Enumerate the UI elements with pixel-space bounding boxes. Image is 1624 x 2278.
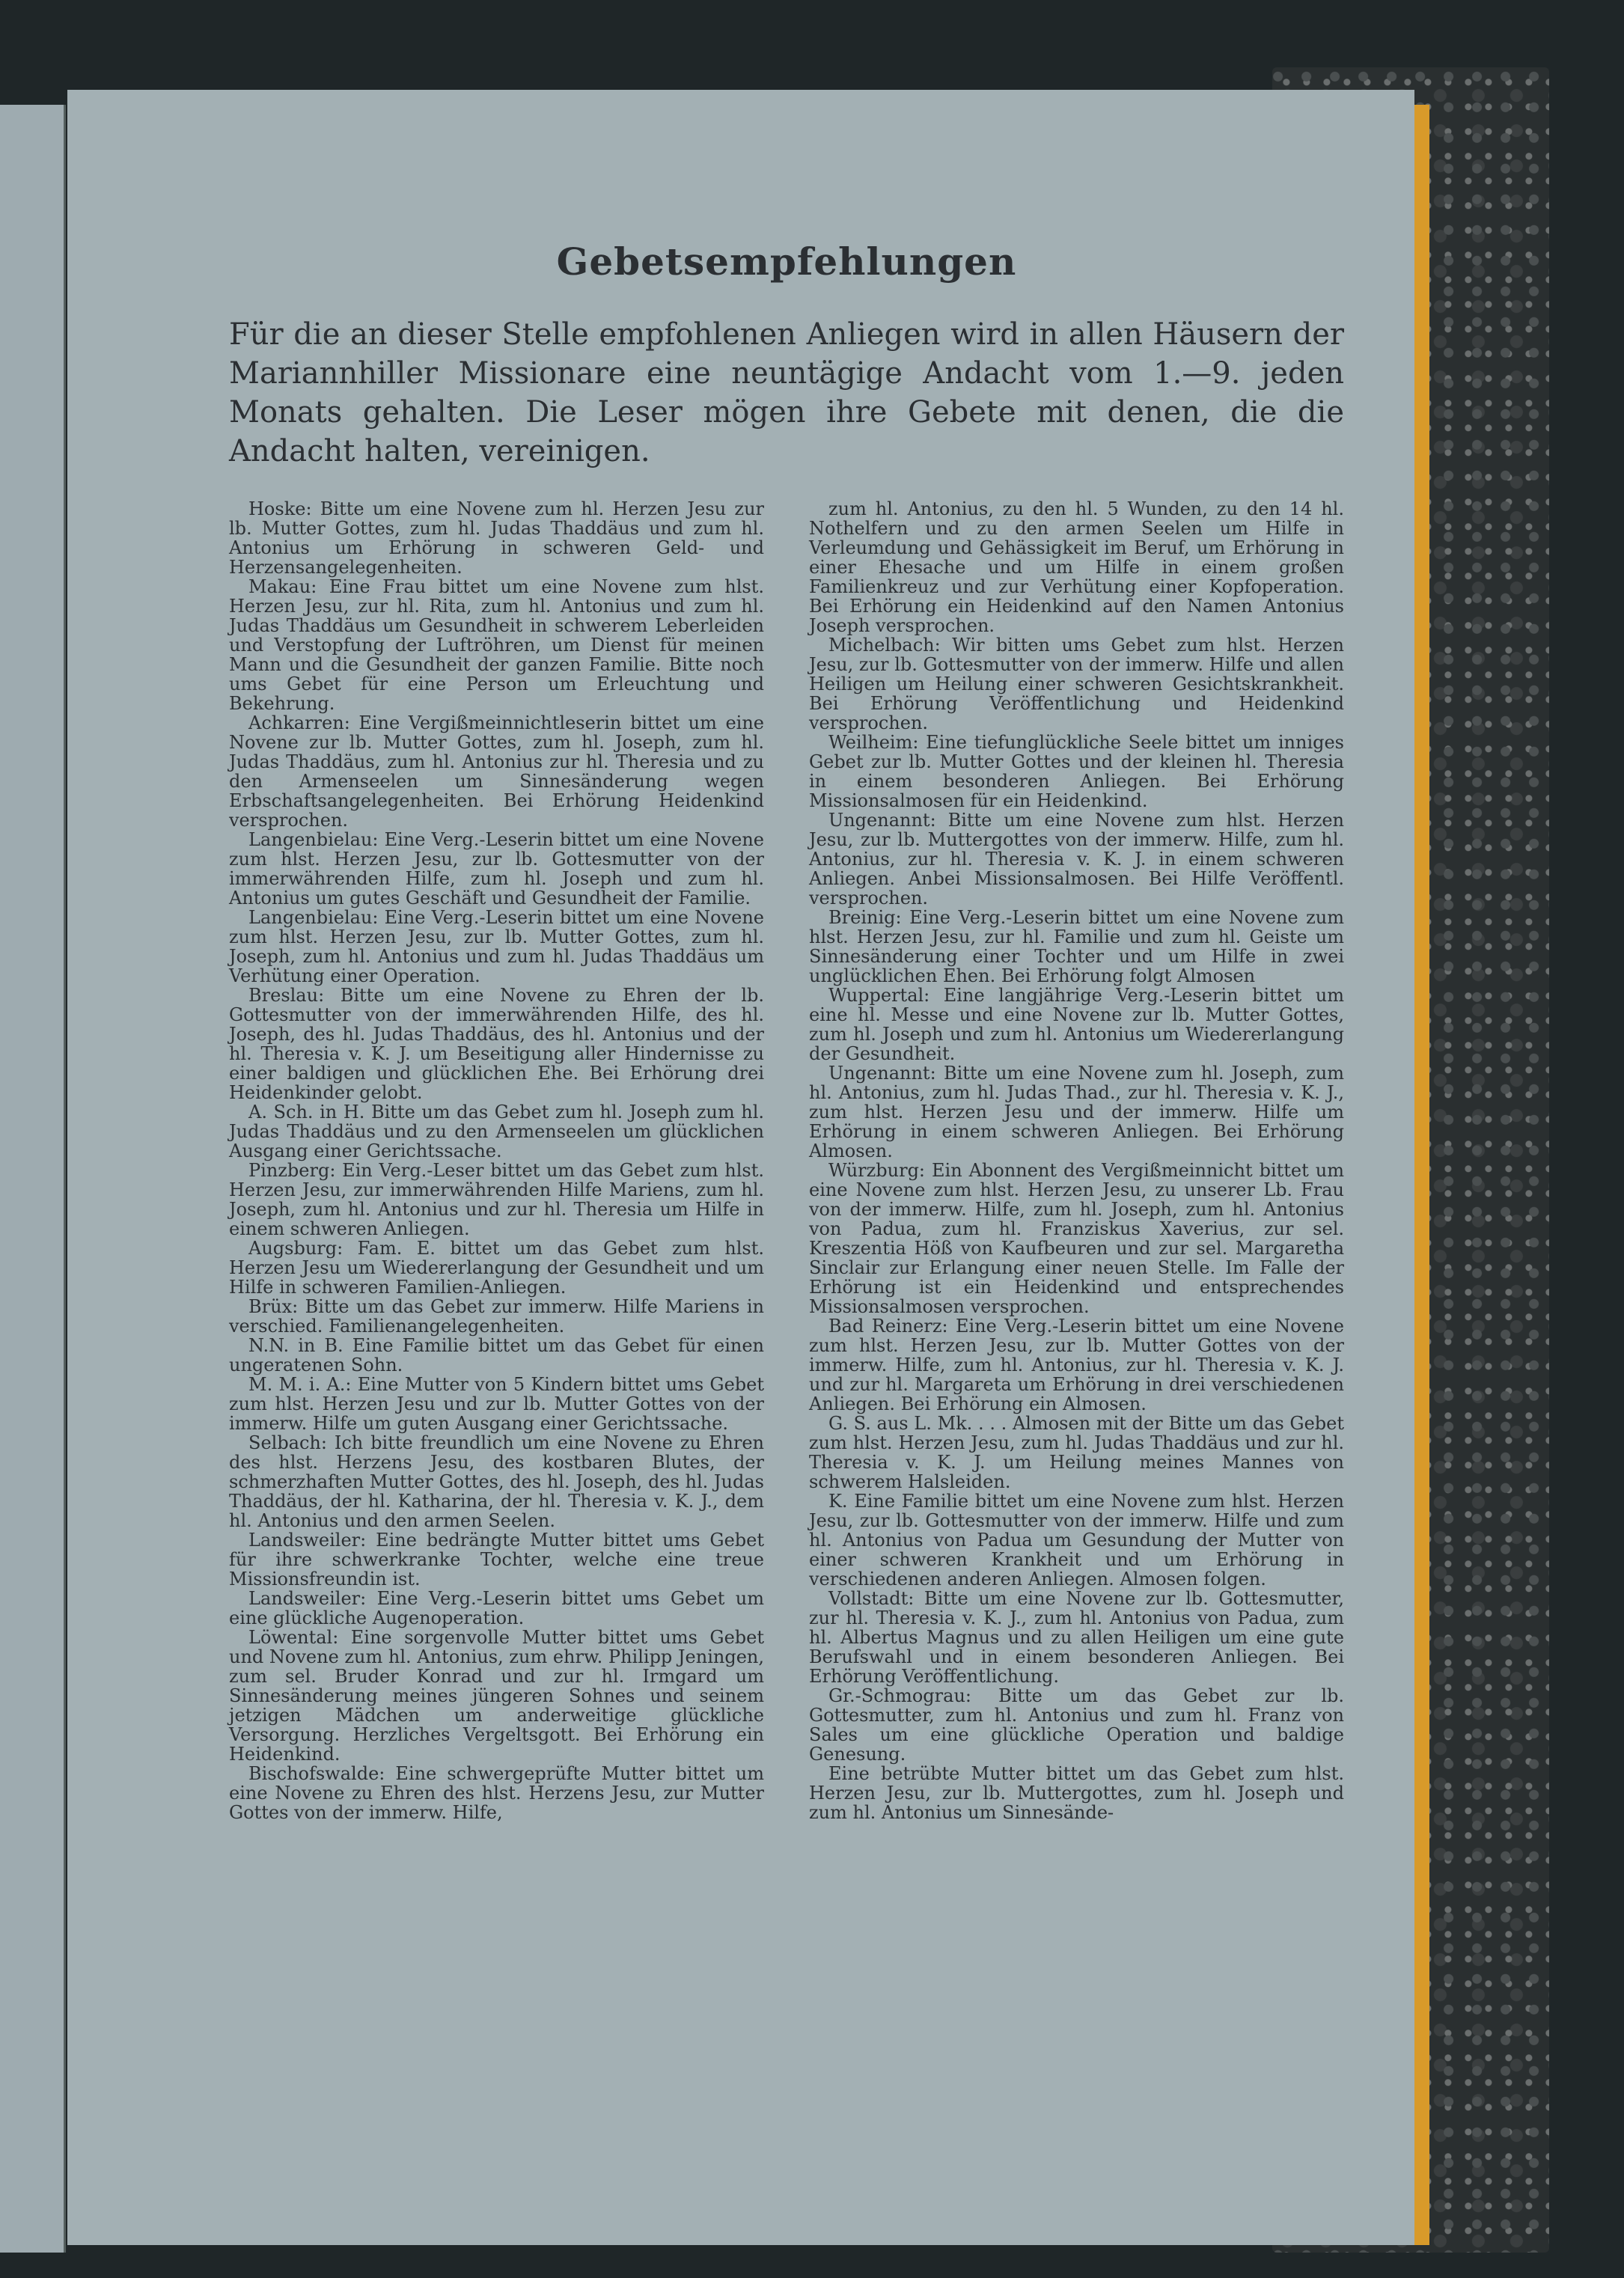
- prayer-request: Landsweiler: Eine Verg.-Leserin bittet ums Gebet um eine glückliche Augenoperation.: [229, 1588, 764, 1628]
- prayer-request: Ungenannt: Bitte um eine Novene zum hl. Joseph, zum hl. Antonius, zum hl. Judas Thad., zur hl. Theresia v. K. J., zum hlst. Herzen Jesu und der immerw. Hilfe um Erhörung in einem schweren Anliegen. Bei Erhörung Almosen.: [809, 1063, 1344, 1161]
- prayer-request: Bad Reinerz: Eine Verg.-Leserin bittet um eine Novene zum hlst. Herzen Jesu, zur lb. Mutter Gottes von der immerw. Hilfe, zum hl. Antonius, zur hl. Theresia v. K. J. und zur hl. Margareta um Erhörung in drei verschiedenen Anliegen. Bei Erhörung ein Almosen.: [809, 1316, 1344, 1414]
- columns: [229, 499, 1344, 1822]
- right-column: [809, 499, 1344, 1822]
- prayer-request: Eine betrübte Mutter bittet um das Gebet zum hlst. Herzen Jesu, zur lb. Muttergottes, zum hl. Joseph und zum hl. Antonius um Sinnesände-: [809, 1763, 1344, 1823]
- left-page-edge: [0, 105, 66, 2253]
- document-page: [67, 90, 1414, 2245]
- prayer-request: Langenbielau: Eine Verg.-Leserin bittet um eine Novene zum hlst. Herzen Jesu, zur lb. Mutter Gottes, zum hl. Joseph, zum hl. Antonius und zum hl. Judas Thaddäus um Verhütung einer Operation.: [229, 907, 764, 986]
- prayer-request: M. M. i. A.: Eine Mutter von 5 Kindern bittet ums Gebet zum hlst. Herzen Jesu und zur lb. Mutter Gottes von der immerw. Hilfe um guten Ausgang einer Gerichtssache.: [229, 1374, 764, 1434]
- prayer-request: Gr.-Schmograu: Bitte um das Gebet zur lb. Gottesmutter, zum hl. Antonius und zum hl. Franz von Sales um eine glückliche Operation und baldige Genesung.: [809, 1685, 1344, 1765]
- left-column: [229, 499, 764, 1822]
- prayer-request: Langenbielau: Eine Verg.-Leserin bittet um eine Novene zum hlst. Herzen Jesu, zur lb. Gottesmutter von der immerwährenden Hilfe, zum hl. Joseph und zum hl. Antonius um gutes Geschäft und Gesundheit der Familie.: [229, 829, 764, 909]
- prayer-request: Brüx: Bitte um das Gebet zur immerw. Hilfe Mariens in verschied. Familienangelegenheiten.: [229, 1296, 764, 1337]
- prayer-request: Pinzberg: Ein Verg.-Leser bittet um das Gebet zum hlst. Herzen Jesu, zur immerwährenden Hilfe Mariens, zum hl. Joseph, zum hl. Antonius und zur hl. Theresia um Hilfe in einem schweren Anliegen.: [229, 1160, 764, 1239]
- prayer-request: Würzburg: Ein Abonnent des Vergißmeinnicht bittet um eine Novene zum hlst. Herzen Jesu, zu unserer Lb. Frau von der immerw. Hilfe, zum hl. Joseph, zum hl. Antonius von Padua, zum hl. Franziskus Xaverius, zur sel. Kreszentia Höß von Kaufbeuren und zur sel. Margaretha Sinclair zur Erlangung einer neuen Stelle. Im Falle der Erhörung ist ein Heidenkind und entsprechendes Missionsalmosen versprochen.: [809, 1160, 1344, 1317]
- prayer-request: Breslau: Bitte um eine Novene zu Ehren der lb. Gottesmutter von der immerwährenden Hilfe, des hl. Joseph, des hl. Judas Thaddäus, des hl. Antonius und der hl. Theresia v. K. J. um Beseitigung aller Hindernisse zu einer baldigen und glücklichen Ehe. Bei Erhörung drei Heidenkinder gelobt.: [229, 985, 764, 1103]
- prayer-request: Ungenannt: Bitte um eine Novene zum hlst. Herzen Jesu, zur lb. Muttergottes von der immerw. Hilfe, zum hl. Antonius, zur hl. Theresia v. K. J. in einem schweren Anliegen. Anbei Missionsalmosen. Bei Hilfe Veröffentl. versprochen.: [809, 810, 1344, 909]
- prayer-request: zum hl. Antonius, zu den hl. 5 Wunden, zu den 14 hl. Nothelfern und zu den armen Seelen um Hilfe in Verleumdung und Gehässigkeit im Beruf, um Erhörung in einer Ehesache und um Hilfe in einem großen Familienkreuz und zur Verhütung einer Kopfoperation. Bei Erhörung ein Heidenkind auf den Namen Antonius Joseph versprochen.: [809, 498, 1344, 636]
- prayer-request: N.N. in B. Eine Familie bittet um das Gebet für einen ungeratenen Sohn.: [229, 1335, 764, 1375]
- prayer-request: Michelbach: Wir bitten ums Gebet zum hlst. Herzen Jesu, zur lb. Gottesmutter von der immerw. Hilfe und allen Heiligen um Heilung einer schweren Gesichtskrankheit. Bei Erhörung Veröffentlichung und Heidenkind versprochen.: [809, 635, 1344, 733]
- prayer-request: Weilheim: Eine tiefunglückliche Seele bittet um inniges Gebet zur lb. Mutter Gottes und der kleinen hl. Theresia in einem besonderen Anliegen. Bei Erhörung Missionsalmosen für ein Heidenkind.: [809, 732, 1344, 811]
- prayer-request: Achkarren: Eine Vergißmeinnichtleserin bittet um eine Novene zur lb. Mutter Gottes, zum hl. Joseph, zum hl. Judas Thaddäus, zum hl. Antonius zur hl. Theresia und zu den Armenseelen um Sinnesänderung wegen Erbschaftsangelegenheiten. Bei Erhörung Heidenkind versprochen.: [229, 712, 764, 831]
- intro-paragraph: Für die an dieser Stelle empfohlenen Anliegen wird in allen Häusern der Mariannhiller Missionare eine neuntägige Andacht vom 1.—9. jeden Monats gehalten. Die Leser mögen ihre Gebete mit denen, die die Andacht halten, vereinigen.: [229, 317, 1344, 468]
- prayer-request: Landsweiler: Eine bedrängte Mutter bittet ums Gebet für ihre schwerkranke Tochter, welche eine treue Missionsfreundin ist.: [229, 1530, 764, 1590]
- prayer-request: Löwental: Eine sorgenvolle Mutter bittet ums Gebet und Novene zum hl. Antonius, zum ehrw. Philipp Jeningen, zum sel. Bruder Konrad und zur hl. Irmgard um Sinnesänderung meines jüngeren Sohnes und seinem jetzigen Mädchen um anderweitige glückliche Versorgung. Herzliches Vergeltsgott. Bei Erhörung ein Heidenkind.: [229, 1627, 764, 1765]
- page-title: Gebetsempfehlungen: [556, 239, 1017, 284]
- prayer-request: K. Eine Familie bittet um eine Novene zum hlst. Herzen Jesu, zur lb. Gottesmutter von der immerw. Hilfe und zum hl. Antonius von Padua um Gesundung der Mutter von einer schweren Krankheit und um Erhörung in verschiedenen anderen Anliegen. Almosen folgen.: [809, 1491, 1344, 1590]
- prayer-request: Makau: Eine Frau bittet um eine Novene zum hlst. Herzen Jesu, zur hl. Rita, zum hl. Antonius und zum hl. Judas Thaddäus um Gesundheit in schwerem Leberleiden und Verstopfung der Luftröhren, um Dienst für meinen Mann und die Gesundheit der ganzen Familie. Bitte noch ums Gebet für eine Person um Erleuchtung und Bekehrung.: [229, 576, 764, 714]
- prayer-request: Hoske: Bitte um eine Novene zum hl. Herzen Jesu zur lb. Mutter Gottes, zum hl. Judas Thaddäus und zum hl. Antonius um Erhörung in schweren Geld- und Herzensangelegenheiten.: [229, 498, 764, 578]
- prayer-request: Selbach: Ich bitte freundlich um eine Novene zu Ehren des hlst. Herzens Jesu, des kostbaren Blutes, der schmerzhaften Mutter Gottes, des hl. Joseph, des hl. Judas Thaddäus, der hl. Katharina, der hl. Theresia v. K. J., dem hl. Antonius und den armen Seelen.: [229, 1432, 764, 1531]
- prayer-request: Wuppertal: Eine langjährige Verg.-Leserin bittet um eine hl. Messe und eine Novene zur lb. Mutter Gottes, zum hl. Joseph und zum hl. Antonius um Wiedererlangung der Gesundheit.: [809, 985, 1344, 1064]
- prayer-request: Augsburg: Fam. E. bittet um das Gebet zum hlst. Herzen Jesu um Wiedererlangung der Gesundheit und um Hilfe in schweren Familien-Anliegen.: [229, 1238, 764, 1298]
- prayer-request: Vollstadt: Bitte um eine Novene zur lb. Gottesmutter, zur hl. Theresia v. K. J., zum hl. Antonius von Padua, zum hl. Albertus Magnus und zu allen Heiligen um eine gute Berufswahl und in einem besonderen Anliegen. Bei Erhörung Veröffentlichung.: [809, 1588, 1344, 1687]
- page-content: [229, 239, 1344, 1822]
- prayer-request: Bischofswalde: Eine schwergeprüfte Mutter bittet um eine Novene zu Ehren des hlst. Herzens Jesu, zur Mutter Gottes von der immerw. Hilfe,: [229, 1763, 764, 1823]
- prayer-request: Breinig: Eine Verg.-Leserin bittet um eine Novene zum hlst. Herzen Jesu, zur hl. Familie und zum hl. Geiste um Sinnesänderung einer Tochter und um Hilfe in zwei unglücklichen Ehen. Bei Erhörung folgt Almosen: [809, 907, 1344, 986]
- prayer-request: G. S. aus L. Mk. . . . Almosen mit der Bitte um das Gebet zum hlst. Herzen Jesu, zum hl. Judas Thaddäus und zur hl. Theresia v. K. J. um Heilung meines Mannes von schwerem Halsleiden.: [809, 1413, 1344, 1492]
- prayer-request: A. Sch. in H. Bitte um das Gebet zum hl. Joseph zum hl. Judas Thaddäus und zu den Armenseelen um glücklichen Ausgang einer Gerichtssache.: [229, 1102, 764, 1161]
